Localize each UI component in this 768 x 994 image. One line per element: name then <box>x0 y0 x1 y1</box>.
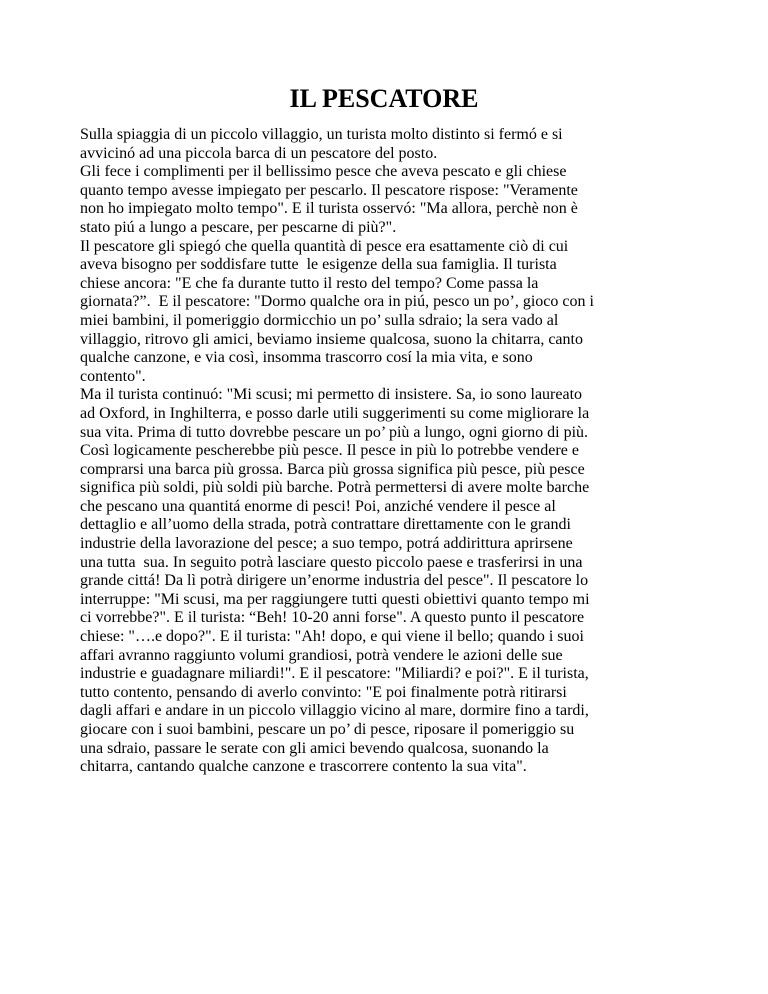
text-line: industrie della lavorazione del pesce; a suo tempo, potrá addirittura aprirsene <box>80 535 573 553</box>
text-line: avvicinó ad una piccola barca di un pescatore del posto. <box>80 144 438 162</box>
text-line: Il pescatore gli spiegó che quella quantità di pesce era esattamente ciò di cui <box>80 237 569 255</box>
text-line: giornata?”. E il pescatore: "Dormo qualche ora in piú, pesco un po’, gioco con i <box>80 293 594 311</box>
text-line: chitarra, cantando qualche canzone e trascorrere contento la sua vita". <box>80 758 527 776</box>
text-line: tutto contento, pensando di averlo convinto: "E poi finalmente potrà ritirarsi <box>80 683 567 701</box>
text-line: giocare con i suoi bambini, pescare un po’ di pesce, riposare il pomeriggio su <box>80 721 575 738</box>
text-line: affari avranno raggiunto volumi grandiosi, potrà vendere le azioni delle sue <box>80 646 563 664</box>
text-line: aveva bisogno per soddisfare tutte le esigenze della sua famiglia. Il turista <box>80 256 557 274</box>
text-line: chiese ancora: "E che fa durante tutto il resto del tempo? Come passa la <box>80 274 539 292</box>
text-line: che pescano una quantitá enorme di pesci! Poi, anziché vendere il pesce al <box>80 497 556 515</box>
text-line: sua vita. Prima di tutto dovrebbe pescare un po’ più a lungo, ogni giorno di più. <box>80 423 589 441</box>
text-line: Così logicamente pescherebbe più pesce. Il pesce in più lo potrebbe vendere e <box>80 442 579 460</box>
text-line: ad Oxford, in Inghilterra, e posso darle utili suggerimenti su come migliorare la <box>80 404 590 422</box>
text-line: stato piú a lungo a pescare, per pescarne di più?". <box>80 218 397 236</box>
text-line: quanto tempo avesse impiegato per pescarlo. Il pescatore rispose: "Veramente <box>80 181 578 199</box>
text-line: miei bambini, il pomeriggio dormicchio un po’ sulla sdraio; la sera vado al <box>80 311 559 329</box>
text-line: interruppe: "Mi scusi, ma per raggiungere tutti questi obiettivi quanto tempo mi <box>80 590 590 608</box>
text-line: chiese: "….e dopo?". E il turista: "Ah! dopo, e qui viene il bello; quando i suoi <box>80 628 584 646</box>
text-line: significa più soldi, più soldi più barche. Potrà permettersi di avere molte barche <box>80 479 590 497</box>
text-line: dagli affari e andare in un piccolo villaggio vicino al mare, dormire fino a tardi, <box>80 702 589 720</box>
text-line: dettaglio e all’uomo della strada, potrà contrattare direttamente con le grandi <box>80 516 571 534</box>
text-line: Ma il turista continuó: "Mi scusi; mi permetto di insistere. Sa, io sono laureato <box>80 386 583 404</box>
text-line: una sdraio, passare le serate con gli amici bevendo qualcosa, suonando la <box>80 739 549 757</box>
text-line: non ho impiegato molto tempo". E il turista osservó: "Ma allora, perchè non è <box>80 200 578 218</box>
text-line: una tutta sua. In seguito potrà lasciare questo piccolo paese e trasferirsi in una <box>80 553 583 571</box>
document-body <box>80 126 696 777</box>
text-line: industrie e guadagnare miliardi!". E il pescatore: "Miliardi? e poi?". E il turista, <box>80 665 589 683</box>
text-line: villaggio, ritrovo gli amici, beviamo insieme qualcosa, suono la chitarra, canto <box>80 330 583 348</box>
text-line: qualche canzone, e via così, insomma trascorro cosí la mia vita, e sono <box>80 349 533 367</box>
text-line: Gli fece i complimenti per il bellissimo pesce che aveva pescato e gli chiese <box>80 163 567 181</box>
text-line: comprarsi una barca più grossa. Barca più grossa significa più pesce, più pesce <box>80 460 585 478</box>
document-title: IL PESCATORE <box>289 84 479 113</box>
text-line: contento". <box>80 367 146 385</box>
text-line: Sulla spiaggia di un piccolo villaggio, un turista molto distinto si fermó e si <box>80 126 563 143</box>
text-line: grande cittá! Da lì potrà dirigere un’enorme industria del pesce". Il pescatore lo <box>80 572 589 590</box>
text-line: ci vorrebbe?". E il turista: “Beh! 10-20 anni forse". A questo punto il pescatore <box>80 609 585 627</box>
